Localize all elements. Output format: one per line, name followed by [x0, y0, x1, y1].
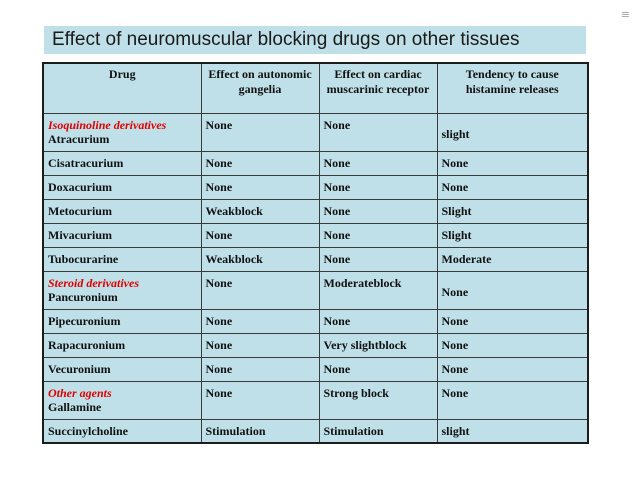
histamine-cell: None [437, 309, 588, 333]
table-row [43, 247, 588, 271]
drug-name: Atracurium [48, 131, 110, 146]
autonomic-cell: None [201, 333, 319, 357]
histamine-cell: Slight [437, 223, 588, 247]
cardiac-cell: Very slightblock [319, 333, 437, 357]
drug-cell: Pipecuronium [43, 309, 201, 333]
drug-effects-table [42, 62, 589, 444]
cardiac-cell: None [319, 175, 437, 199]
group-label: Steroid derivatives [48, 275, 139, 290]
autonomic-cell: Weakblock [201, 199, 319, 223]
autonomic-cell: None [201, 381, 319, 419]
autonomic-cell: None [201, 309, 319, 333]
header-histamine: Tendency to cause histamine releases [437, 63, 588, 113]
histamine-cell: None [437, 175, 588, 199]
histamine-value: slight [441, 126, 470, 141]
histamine-cell: slight [437, 419, 588, 443]
cardiac-cell: None [319, 357, 437, 381]
group-label: Isoquinoline derivatives [48, 117, 167, 132]
autonomic-cell: Stimulation [201, 419, 319, 443]
table-row [43, 199, 588, 223]
table-row [43, 309, 588, 333]
histamine-cell: None [437, 357, 588, 381]
histamine-cell: None [437, 333, 588, 357]
table-row [43, 151, 588, 175]
autonomic-cell: None [201, 271, 319, 309]
header-autonomic: Effect on autonomic gangelia [201, 63, 319, 113]
cardiac-cell: None [319, 247, 437, 271]
table-row [43, 419, 588, 443]
cardiac-cell: Strong block [319, 381, 437, 419]
cardiac-cell: Moderateblock [319, 271, 437, 309]
drug-name: Pancuronium [48, 289, 118, 304]
drug-name: Gallamine [48, 399, 102, 414]
histamine-cell: None [437, 151, 588, 175]
table-row [43, 271, 588, 309]
cardiac-cell: None [319, 151, 437, 175]
histamine-cell: None [437, 381, 588, 419]
autonomic-cell: None [201, 223, 319, 247]
table-row [43, 333, 588, 357]
drug-cell: Cisatracurium [43, 151, 201, 175]
histamine-cell [437, 271, 588, 309]
drug-cell: Succinylcholine [43, 419, 201, 443]
drug-cell: Mivacurium [43, 223, 201, 247]
drug-cell [43, 271, 201, 309]
histamine-cell: Slight [437, 199, 588, 223]
header-cardiac: Effect on cardiac muscarinic receptor [319, 63, 437, 113]
menu-icon: ≡ [620, 8, 630, 21]
group-label: Other agents [48, 385, 112, 400]
cardiac-cell: None [319, 199, 437, 223]
header-drug: Drug [43, 63, 201, 113]
histamine-value: None [441, 284, 469, 299]
drug-cell: Rapacuronium [43, 333, 201, 357]
autonomic-cell: None [201, 175, 319, 199]
table-row [43, 113, 588, 151]
autonomic-cell: None [201, 151, 319, 175]
table-row [43, 381, 588, 419]
cardiac-cell: None [319, 223, 437, 247]
autonomic-cell: Weakblock [201, 247, 319, 271]
drug-cell: Vecuronium [43, 357, 201, 381]
cardiac-cell: None [319, 309, 437, 333]
autonomic-cell: None [201, 113, 319, 151]
table-row [43, 223, 588, 247]
drug-cell [43, 113, 201, 151]
histamine-cell [437, 113, 588, 151]
drug-cell: Tubocurarine [43, 247, 201, 271]
cardiac-cell: Stimulation [319, 419, 437, 443]
slide-title: Effect of neuromuscular blocking drugs on other tissues [44, 26, 586, 54]
drug-cell: Doxacurium [43, 175, 201, 199]
table-header-row [43, 63, 588, 113]
drug-cell: Metocurium [43, 199, 201, 223]
table-row [43, 175, 588, 199]
drug-cell [43, 381, 201, 419]
table-row [43, 357, 588, 381]
histamine-cell: Moderate [437, 247, 588, 271]
cardiac-cell: None [319, 113, 437, 151]
autonomic-cell: None [201, 357, 319, 381]
